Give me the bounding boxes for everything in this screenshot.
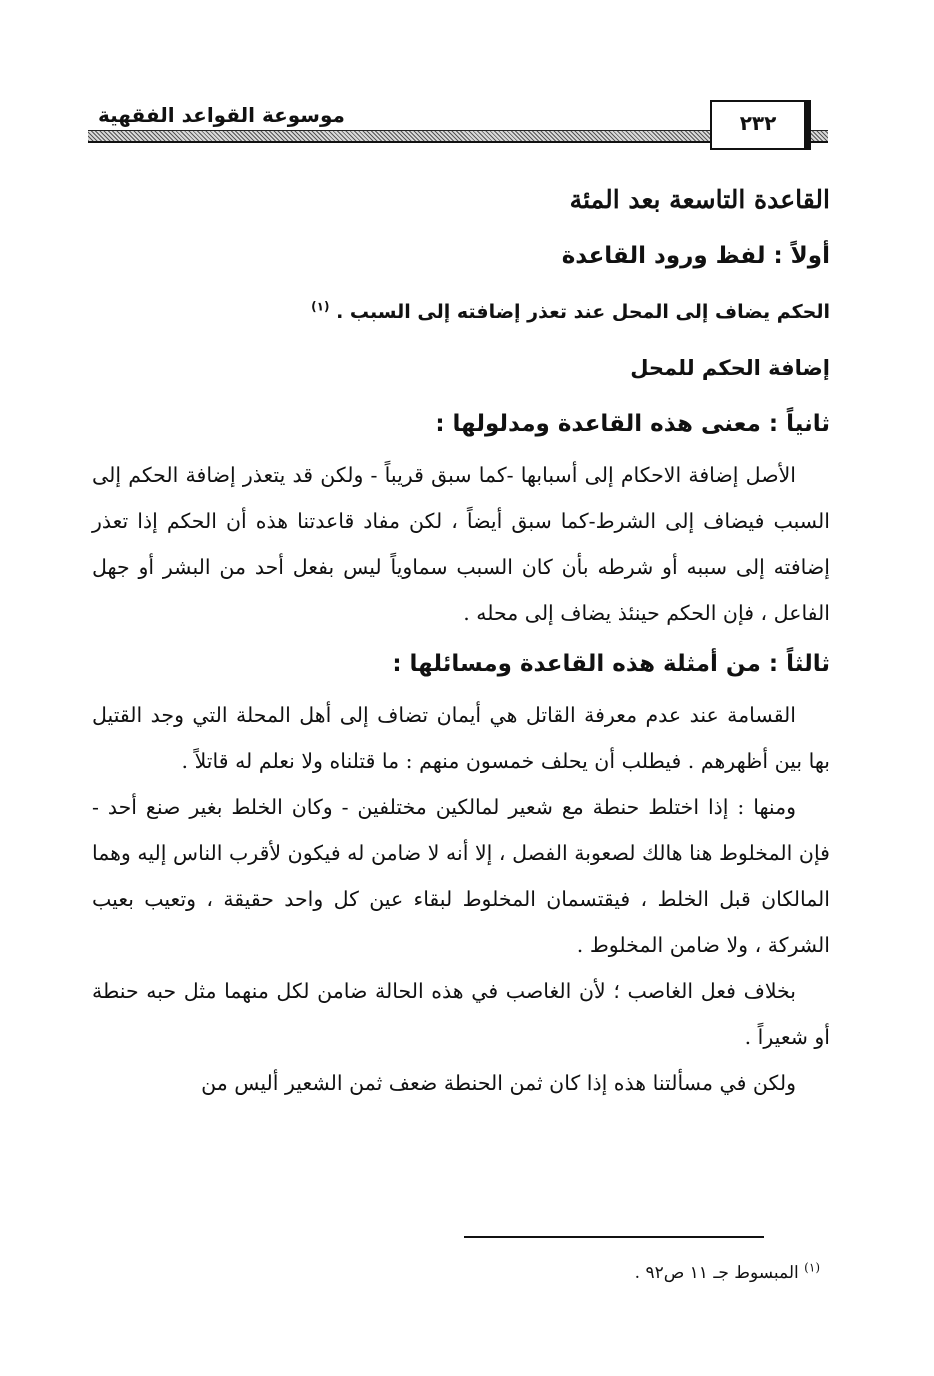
footnote-reference: (١) bbox=[311, 299, 330, 314]
rule-text-body: الحكم يضاف إلى المحل عند تعذر إضافته إلى السبب . bbox=[336, 301, 830, 323]
rule-title: القاعدة التاسعة بعد المئة bbox=[569, 185, 830, 214]
section-heading-examples: ثالثاً : من أمثلة هذه القاعدة ومسائلها : bbox=[392, 651, 830, 677]
page-number-box bbox=[710, 100, 806, 150]
section-heading-wording: أولاً : لفظ ورود القاعدة bbox=[561, 243, 830, 269]
paragraph-meaning: الأصل إضافة الاحكام إلى أسبابها -كما سبق قريباً - ولكن قد يتعذر إضافة الحكم إلى السبب فيضاف إلى الشرط-كما سبق أيضاً ، لكن مفاد قاعدتنا هذه أن الحكم إذا تعذر إضافته إلى سببه أو شرطه بأن كان السبب سماوياً ليس بفعل أحد من البشر أو جهل الفاعل ، فإن الحكم حينئذ يضاف إلى محله . bbox=[92, 463, 830, 625]
rule-text bbox=[92, 284, 830, 340]
paragraph-continuation: ولكن في مسألتنا هذه إذا كان ثمن الحنطة ضعف ثمن الشعير أليس من bbox=[201, 1071, 796, 1095]
paragraph-qasama: القسامة عند عدم معرفة القاتل هي أيمان تضاف إلى أهل المحلة التي وجد القتيل بها بين أظهرهم . فيطلب أن يحلف خمسون منهم : ما قتلناه ولا نعلم له قاتلاً . bbox=[92, 703, 830, 773]
running-header bbox=[88, 100, 828, 156]
paragraph-usurper: بخلاف فعل الغاصب ؛ لأن الغاصب في هذه الحالة ضامن لكل منهما مثل حبه حنطة أو شعيراً . bbox=[92, 979, 830, 1049]
footnote bbox=[400, 1258, 820, 1288]
footnote-text: المبسوط جـ ١١ ص٩٢ . bbox=[634, 1263, 799, 1283]
page-number: ٢٣٢ bbox=[739, 111, 777, 135]
page-body bbox=[92, 172, 830, 1106]
book-title: موسوعة القواعد الفقهية bbox=[92, 102, 351, 128]
sub-heading: إضافة الحكم للمحل bbox=[630, 356, 830, 380]
paragraph-mixing: ومنها : إذا اختلط حنطة مع شعير لمالكين مختلفين - وكان الخلط بغير صنع أحد - فإن المخلوط هنا هالك لصعوبة الفصل ، إلا أنه لا ضامن له فيكون لأقرب الناس إليه وهما المالكان قبل الخلط ، فيقتسمان المخلوط لبقاء عين كل واحد حقيقة ، وتعيب بعيب الشركة ، ولا ضامن المخلوط . bbox=[92, 795, 830, 957]
section-heading-meaning: ثانياً : معنى هذه القاعدة ومدلولها : bbox=[435, 411, 830, 437]
footnote-divider bbox=[464, 1236, 764, 1238]
footnote-marker: (١) bbox=[804, 1260, 820, 1275]
